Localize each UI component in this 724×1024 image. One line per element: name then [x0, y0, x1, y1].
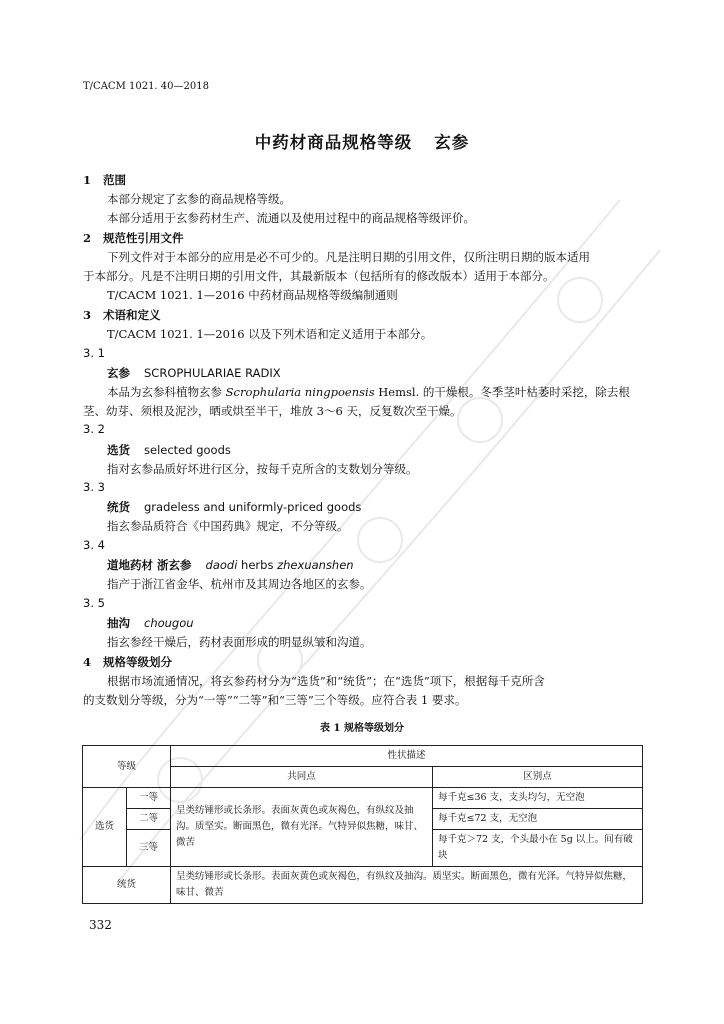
term-cn: 道地药材 浙玄参: [107, 558, 192, 572]
grade-cell: 二等: [127, 809, 171, 830]
diff-cell: 每千克≤36 支，支头均匀，无空泡: [433, 788, 643, 809]
header-grade: 等级: [83, 746, 171, 788]
term-en-italic: zhexuanshen: [277, 558, 354, 572]
section-3-heading: [83, 307, 161, 323]
table-row: [83, 867, 643, 904]
page-title: [0, 129, 724, 153]
grade-table: [82, 745, 643, 904]
section-number: 1: [83, 173, 92, 187]
section-number: 4: [83, 655, 92, 669]
latin-name: Scrophularia ningpoensis: [225, 385, 375, 399]
term-definition: 指玄参经干燥后，药材表面形成的明显纵皱和沟道。: [107, 635, 372, 649]
common-cell: 呈类纺锤形或长条形。表面灰黄色或灰褐色，有纵纹及抽沟。质坚实。断面黑色，微有光泽。气特异似焦糖，味甘、微苦: [171, 788, 433, 867]
section-number: 3: [83, 308, 92, 322]
diff-cell: 每千克≤72 支，无空泡: [433, 809, 643, 830]
normative-reference: T/CACM 1021. 1—2016 中药材商品规格等级编制通则: [107, 288, 398, 302]
grade-cell: 三等: [127, 830, 171, 867]
term-en: SCROPHULARIAE RADIX: [144, 366, 281, 380]
term-en: selected goods: [144, 443, 231, 457]
definition-text: 本品为玄参科植物玄参: [107, 385, 226, 399]
term-en: [144, 616, 194, 630]
section-title: 规格等级划分: [103, 655, 172, 669]
section-number: 2: [83, 231, 92, 245]
term-cn: 统货: [107, 500, 130, 514]
paragraph: 下列文件对于本部分的应用是必不可少的。凡是注明日期的引用文件，仅所注明日期的版本适用: [107, 250, 590, 264]
term-en: gradeless and uniformly-priced goods: [144, 500, 362, 514]
selected-label: 选货: [83, 788, 127, 867]
ungraded-desc: 呈类纺锤形或长条形。表面灰黄色或灰褐色，有纵纹及抽沟。质坚实。断面黑色，微有光泽。气特异似焦糖，味甘、微苦: [171, 867, 643, 904]
paragraph: 根据市场流通情况，将玄参药材分为“选货”和“统货”；在“选货”项下，根据每千克所含: [107, 674, 545, 688]
term-number: 3. 4: [83, 538, 105, 552]
paragraph: 本部分规定了玄参的商品规格等级。: [107, 192, 291, 206]
term-heading: [107, 557, 354, 573]
term-heading: [107, 499, 361, 515]
term-number: 3. 5: [83, 596, 105, 610]
term-heading: [107, 615, 194, 631]
table-row: [83, 788, 643, 809]
diff-cell: 每千克＞72 支，个头最小在 5g 以上。间有破块: [433, 830, 643, 867]
header-desc: 性状描述: [171, 746, 643, 767]
term-definition: [107, 384, 630, 400]
section-title: 范围: [103, 173, 126, 187]
term-definition: 指产于浙江省金华、杭州市及其周边各地区的玄参。: [107, 577, 372, 591]
term-heading: [107, 442, 231, 458]
section-title: 术语和定义: [103, 308, 161, 322]
term-definition: 茎、幼芽、须根及泥沙，晒或烘至半干，堆放 3～6 天，反复数次至干燥。: [83, 404, 462, 418]
title-herb: 玄参: [434, 133, 470, 152]
term-heading: [107, 365, 281, 381]
term-en-italic: chougou: [144, 616, 194, 630]
header-diff: 区别点: [433, 767, 643, 788]
paragraph: 的支数划分等级，分为“一等”“二等”和“三等”三个等级。应符合表 1 要求。: [83, 693, 467, 707]
paragraph: T/CACM 1021. 1—2016 以及下列术语和定义适用于本部分。: [107, 327, 433, 341]
header-common: 共同点: [171, 767, 433, 788]
table-header-row: [83, 746, 643, 767]
term-cn: 抽沟: [107, 616, 130, 630]
term-en: [206, 558, 354, 572]
paragraph: 于本部分。凡是不注明日期的引用文件，其最新版本（包括所有的修改版本）适用于本部分。: [83, 269, 555, 283]
section-title: 规范性引用文件: [103, 231, 184, 245]
term-en-plain: herbs: [237, 558, 278, 572]
section-2-heading: [83, 230, 184, 246]
term-number: 3. 3: [83, 480, 105, 494]
term-cn: 选货: [107, 443, 130, 457]
definition-text: Hemsl. 的干燥根。冬季茎叶枯萎时采挖，除去根: [374, 385, 630, 399]
term-number: 3. 1: [83, 346, 105, 360]
section-4-heading: [83, 654, 172, 670]
term-definition: 指玄参品质符合《中国药典》规定，不分等级。: [107, 519, 349, 533]
ungraded-label: 统货: [83, 867, 171, 904]
section-1-heading: [83, 172, 126, 188]
term-cn: 玄参: [107, 366, 130, 380]
term-number: 3. 2: [83, 422, 105, 436]
page-number: 332: [89, 918, 112, 932]
grade-cell: 一等: [127, 788, 171, 809]
title-main: 中药材商品规格等级: [254, 133, 413, 152]
paragraph: 本部分适用于玄参药材生产、流通以及使用过程中的商品规格等级评价。: [107, 211, 475, 225]
standard-number: T/CACM 1021. 40—2018: [83, 81, 209, 92]
term-en-italic: daodi: [205, 558, 238, 572]
term-definition: 指对玄参品质好坏进行区分，按每千克所含的支数划分等级。: [107, 462, 418, 476]
table-caption: 表 1 规格等级划分: [320, 723, 404, 734]
